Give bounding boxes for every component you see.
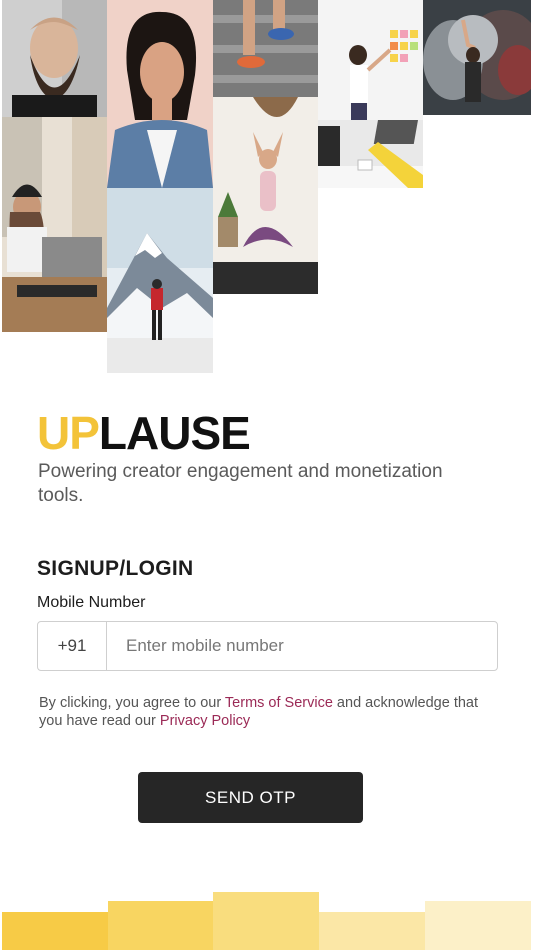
bearded-man-photo [2, 0, 107, 117]
photo-collage [0, 0, 534, 380]
decor-bar-2 [108, 901, 214, 950]
mobile-number-label: Mobile Number [37, 594, 146, 611]
decor-bar-4 [319, 912, 425, 950]
decor-bar-1 [2, 912, 108, 950]
woman-beanie-laptop-photo [2, 117, 107, 332]
woman-sticky-notes-photo [318, 0, 423, 120]
send-otp-button[interactable]: SEND OTP [138, 772, 363, 823]
privacy-policy-link[interactable]: Privacy Policy [159, 713, 251, 729]
brand-logo [37, 407, 250, 459]
decor-bar-5 [425, 901, 531, 950]
consent-prefix: By clicking, you agree to our [39, 695, 225, 711]
country-code-selector[interactable]: +91 [38, 622, 107, 670]
signup-login-title: SIGNUP/LOGIN [37, 557, 194, 580]
consent-middle: and acknowledge that you have read our [39, 695, 479, 729]
dancer-in-smoke-photo [423, 0, 531, 115]
brand-logo-rest: LAUSE [98, 407, 250, 459]
office-desk-photo [318, 120, 423, 188]
brand-logo-highlight: UP [37, 407, 99, 459]
yoga-pose-photo [213, 97, 318, 294]
consent-text [39, 694, 479, 730]
decor-bar-3 [213, 892, 319, 950]
mountain-hiker-photo [107, 188, 213, 373]
woman-denim-jacket-photo [107, 0, 213, 188]
brand-tagline: Powering creator engagement and monetization tools. [38, 461, 443, 506]
terms-of-service-link[interactable]: Terms of Service [224, 695, 333, 711]
mobile-number-field [37, 621, 498, 671]
runner-on-steps-photo [213, 0, 318, 97]
mobile-number-input[interactable] [107, 622, 497, 670]
